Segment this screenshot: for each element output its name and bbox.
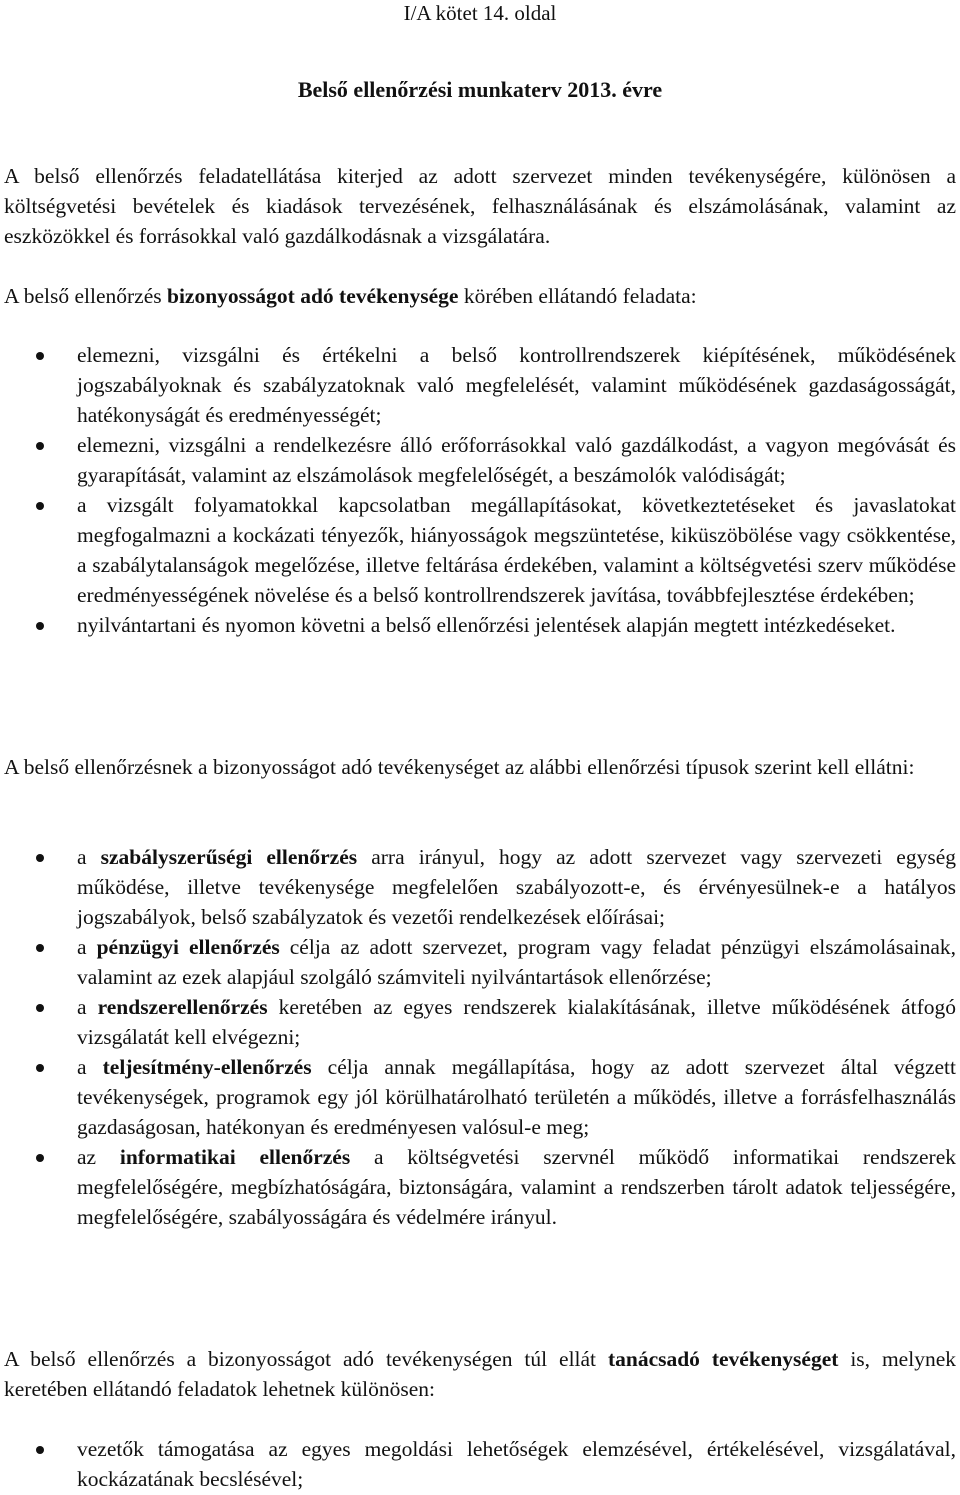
text-run: a (77, 845, 101, 869)
bullet-icon (36, 1154, 44, 1162)
text-run: körében ellátandó feladata: (458, 284, 697, 308)
list-item (0, 932, 956, 992)
list-item (0, 490, 956, 610)
bullet-icon (36, 944, 44, 952)
text-run: A belső ellenőrzés (4, 284, 167, 308)
text-run: A belső ellenőrzés a bizonyosságot adó tevékenységen túl ellát (4, 1347, 608, 1371)
text-run: a (77, 1055, 103, 1079)
text-run: célja annak megállapítása, hogy az adott szervezet által végzett tevékenységek, programok egy jól körülhatárolható területén a működés, illetve a forrásfelhasználás gazdaságosan, hatékonyan és eredményesen valósul-e meg; (77, 1055, 956, 1139)
text-run: arra irányul, hogy az adott szervezet vagy szervezeti egység működése, illetve tevékenysége megfelelően szabályozott-e, és érvényesülnek-e a hatályos jogszabályok, belső szabályzatok és vezetői rendelkezések előírásai; (77, 845, 956, 929)
text-run: keretében az egyes rendszerek kialakításának, illetve működésének átfogó vizsgálatát kell elvégezni; (77, 995, 956, 1049)
list-item (0, 340, 956, 430)
bullet-icon (36, 352, 44, 360)
text-run: a (77, 935, 97, 959)
list-item (0, 1052, 956, 1142)
list-item-text: elemezni, vizsgálni és értékelni a belső kontrollrendszerek kiépítésének, működésének jogszabályoknak és szabályzatoknak való megfelelését, valamint működésének gazdaságosságát, hatékonyságát és eredményességét; (77, 343, 956, 427)
bullet-icon (36, 854, 44, 862)
list-item-text: a vizsgált folyamatokkal kapcsolatban megállapításokat, következtetéseket és javaslatokat megfogalmazni a kockázati tényezők, hiányosságok megszüntetése, kiküszöbölése vagy csökkentése, a szabálytalanságok megelőzése, illetve feltárása érdekében, valamint a költségvetési szerv működése eredményességének növelése és a belső kontrollrendszerek javítása, továbbfejlesztése érdekében; (77, 493, 956, 607)
bold-term: tanácsadó tevékenységet (607, 1347, 839, 1371)
list-item-text: elemezni, vizsgálni a rendelkezésre álló erőforrásokkal való gazdálkodást, a vagyon megóvását és gyarapítását, valamint az elszámolások megfelelőségét, a beszámolók valódiságát; (77, 433, 956, 487)
bold-term: szabályszerűségi ellenőrzés (100, 845, 358, 869)
intro-paragraph: A belső ellenőrzés feladatellátása kiterjed az adott szervezet minden tevékenységére, különösen a költségvetési bevételek és kiadások tervezésének, felhasználásának és elszámolásának, valamint az eszközökkel és forrásokkal való gazdálkodásnak a vizsgálatára. (4, 164, 956, 248)
page-header: I/A kötet 14. oldal (403, 1, 557, 25)
list-item (0, 992, 956, 1052)
list-item (0, 842, 956, 932)
advisory-task-list (0, 1434, 956, 1494)
text-run: célja az adott szervezet, program vagy feladat pénzügyi elszámolásainak, valamint az ezek alapjául szolgáló számviteli nyilvántartások ellenőrzése; (77, 935, 957, 989)
text-run: a költségvetési szervnél működő informatikai rendszerek megfelelőségére, megbízhatóságára, biztonságára, valamint a rendszerben tárolt adatok teljességére, megfelelőségére, szabályosságára és védelmére irányul. (77, 1145, 957, 1229)
bold-term: bizonyosságot adó tevékenysége (167, 284, 459, 308)
assurance-intro-paragraph (4, 281, 956, 311)
bold-term: rendszerellenőrzés (97, 995, 268, 1019)
advisory-intro-paragraph (4, 1344, 956, 1404)
list-item-text: vezetők támogatása az egyes megoldási lehetőségek elemzésével, értékelésével, vizsgálatával, kockázatának becslésével; (77, 1437, 956, 1491)
text-run: az (77, 1145, 120, 1169)
assurance-task-list (0, 340, 956, 640)
bold-term: informatikai ellenőrzés (119, 1145, 351, 1169)
bullet-icon (36, 502, 44, 510)
text-run: a (77, 995, 98, 1019)
audit-type-list (0, 842, 956, 1232)
bullet-icon (36, 1004, 44, 1012)
list-item (0, 1434, 956, 1494)
text-run: is, melynek keretében ellátandó feladatok lehetnek különösen: (4, 1347, 956, 1401)
list-item (0, 430, 956, 490)
list-item-text: nyilvántartani és nyomon követni a belső ellenőrzési jelentések alapján megtett intézkedéseket. (77, 613, 896, 637)
audit-types-intro-paragraph: A belső ellenőrzésnek a bizonyosságot adó tevékenységet az alábbi ellenőrzési típusok szerint kell ellátni: (4, 755, 915, 779)
bullet-icon (36, 622, 44, 630)
list-item (0, 1142, 956, 1232)
bold-term: pénzügyi ellenőrzés (96, 935, 280, 959)
bullet-icon (36, 442, 44, 450)
bullet-icon (36, 1064, 44, 1072)
list-item (0, 610, 956, 640)
bullet-icon (36, 1446, 44, 1454)
document-title: Belső ellenőrzési munkaterv 2013. évre (297, 77, 663, 102)
bold-term: teljesítmény-ellenőrzés (102, 1055, 312, 1079)
